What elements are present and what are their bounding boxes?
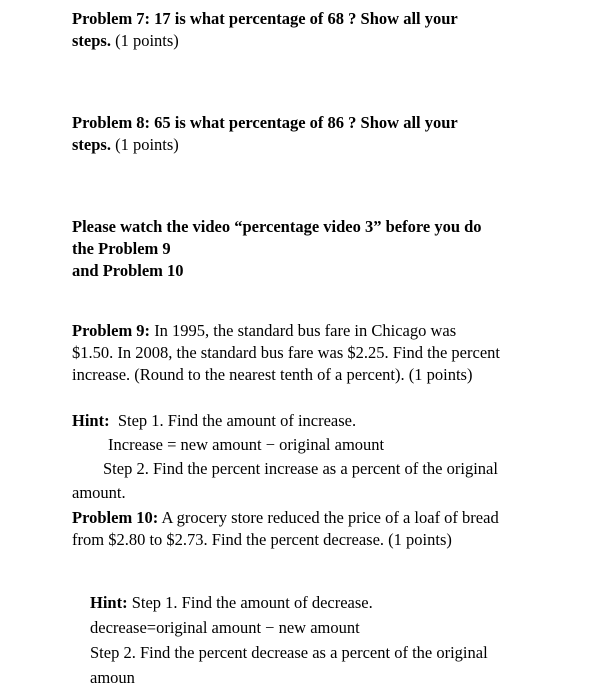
hint-10	[90, 592, 570, 689]
hint-9-formula: Increase = new amount − original amount	[108, 435, 385, 454]
hint-9-step-1: Step 1. Find the amount of increase.	[109, 411, 357, 430]
hint-10-step-2-cont: amoun	[90, 668, 135, 687]
hint-10-step-2: Step 2. Find the percent decrease as a percent of the original	[90, 643, 488, 662]
problem-7-points: (1 points)	[110, 31, 179, 50]
problem-9	[72, 320, 552, 386]
problem-10-text-2: from $2.80 to $2.73. Find the percent decrease. (1 points)	[72, 530, 452, 549]
problem-7-steps-label: steps.	[72, 31, 111, 50]
problem-8	[72, 112, 552, 156]
problem-8-steps-label: steps.	[72, 135, 111, 154]
problem-10-label: Problem 10:	[72, 508, 159, 527]
video-notice	[72, 216, 552, 282]
problem-9-text-1: In 1995, the standard bus fare in Chicago was	[150, 321, 457, 340]
video-notice-line-1: Please watch the video “percentage video 3” before you do	[72, 217, 482, 236]
problem-8-points: (1 points)	[110, 135, 179, 154]
hint-9-step-2: Step 2. Find the percent increase as a percent of the original	[103, 459, 498, 478]
video-notice-line-2: the Problem 9	[72, 239, 171, 258]
video-notice-line-3: and Problem 10	[72, 261, 184, 280]
problem-9-text-2: $1.50. In 2008, the standard bus fare was $2.25. Find the percent	[72, 343, 500, 362]
problem-10-text-1: A grocery store reduced the price of a loaf of bread	[158, 508, 499, 527]
problem-10	[72, 507, 552, 551]
problem-9-label: Problem 9:	[72, 321, 151, 340]
hint-9-label: Hint:	[72, 411, 110, 430]
problem-7	[72, 8, 552, 52]
problem-7-question: Problem 7: 17 is what percentage of 68 ? Show all your	[72, 9, 458, 28]
problem-8-question: Problem 8: 65 is what percentage of 86 ? Show all your	[72, 113, 458, 132]
hint-10-step-1: Step 1. Find the amount of decrease.	[127, 593, 373, 612]
hint-9-step-2-cont: amount.	[72, 483, 126, 502]
hint-10-label: Hint:	[90, 593, 128, 612]
problem-9-text-3: increase. (Round to the nearest tenth of a percent). (1 points)	[72, 365, 473, 384]
hint-10-formula: decrease=original amount − new amount	[90, 618, 360, 637]
hint-9	[72, 410, 552, 504]
